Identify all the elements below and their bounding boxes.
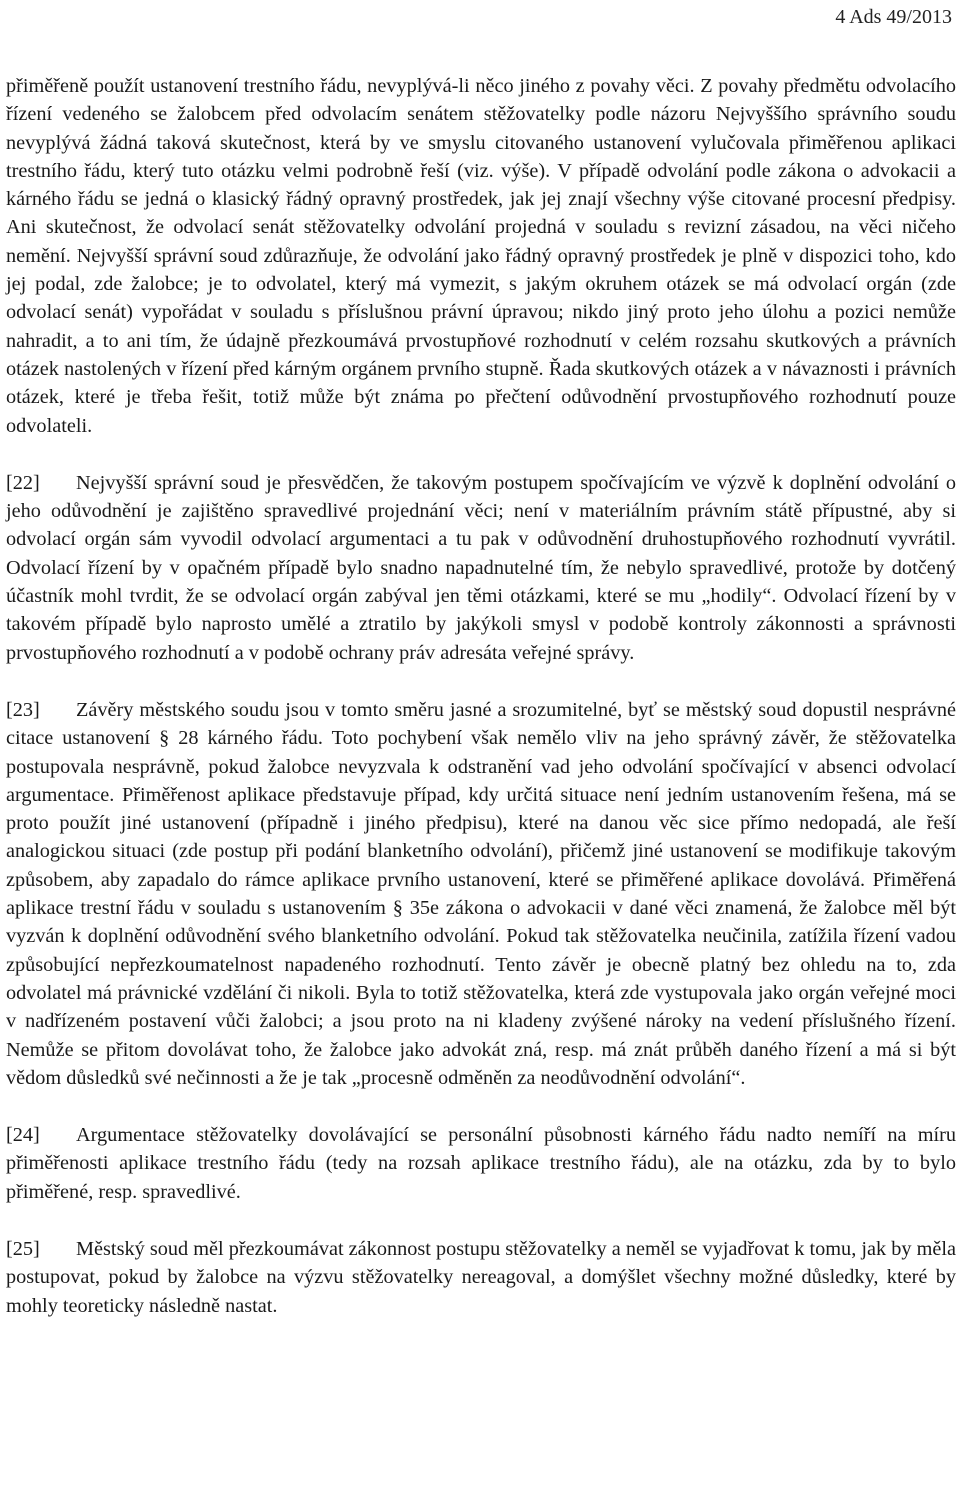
paragraph-number: [25] xyxy=(6,1237,40,1260)
paragraph-text: přiměřeně použít ustanovení trestního řádu, nevyplývá-li něco jiného z povahy věci. Z povahy předmětu odvolacího řízení vedeného se žalobcem před odvolacím senátem stěžovatelky podle názoru Nejvyššího správního soudu nevyplývá žádná taková skutečnost, která by ve smyslu citovaného ustanovení vylučovala přiměřenou aplikaci trestního řádu, který tuto otázku velmi podrobně řeší (viz. výše). V případě odvolání podle zákona o advokacii a kárného řádu se jedná o klasický řádný opravný prostředek, jak jej znají všechny výše citované procesní předpisy. Ani skutečnost, že odvolací senát stěžovatelky odvolání projedná v souladu s revizní zásadou, na věci ničeho nemění. Nejvyšší správní soud zdůrazňuje, že odvolání jako řádný opravný prostředek je plně v dispozici toho, kdo jej podal, zde žalobce; je to odvolatel, který má vymezit, s jakým okruhem otázek se má odvolací orgán (zde odvolací senát) vypořádat v souladu s příslušnou právní úpravou; nikdo jiný proto jeho úlohu a pozici nemůže nahradit, a to ani tím, že údajně přezkoumává prvostupňové rozhodnutí v celém rozsahu skutkových a právních otázek nastolených v řízení před kárným orgánem prvního stupně. Řada skutkových otázek a v návaznosti i právních otázek, které je třeba řešit, totiž může být známa po přečtení odůvodnění prvostupňového rozhodnutí pouze odvolateli. xyxy=(6,75,956,437)
page-header-case-ref: 4 Ads 49/2013 xyxy=(835,6,952,28)
paragraph-text: Závěry městského soudu jsou v tomto směru jasné a srozumitelné, byť se městský soud dopustil nesprávné citace ustanovení § 28 kárného řádu. Toto pochybení však nemělo vliv na jeho správný závěr, že stěžovatelka postupovala nesprávně, pokud žalobce nevyzvala k odstranění vad jeho odvolání spočívající v absenci odvolací argumentace. Přiměřenost aplikace představuje případ, kdy určitá situace není jedním ustanovením řešena, má se proto použít jiné ustanovení (případně i jiného předpisu), které na danou věc sice přímo nedopadá, ale řeší analogickou situaci (zde postup při podání blanketního odvolání), přičemž jiné ustanovení se modifikuje takovým způsobem, aby zapadalo do rámce aplikace prvního ustanovení, které se přiměřené aplikace dovolává. Přiměřená aplikace trestní řádu v souladu s ustanovením § 35e zákona o advokacii v dané věci znamená, že žalobce měl být vyzván k doplnění odůvodnění svého blanketního odvolání. Pokud tak stěžovatelka neučinila, zatížila řízení vadou způsobující nepřezkoumatelnost napadeného rozhodnutí. Tento závěr je obecně platný bez ohledu na to, zda odvolatel má právnické vzdělání či nikoli. Byla to totiž stěžovatelka, která zde vystupovala jako orgán veřejné moci v nadřízeném postavení vůči žalobci; a jsou proto na ni kladeny zvýšené nároky na vedení příslušného řízení. Nemůže se přitom dovolávat toho, že žalobce jako advokát zná, resp. má znát průběh daného řízení a má si být vědom důsledků své nečinnosti a že je tak „procesně odměněn za neodůvodnění odvolání“. xyxy=(6,698,956,1089)
paragraph-text: Argumentace stěžovatelky dovolávající se personální působnosti kárného řádu nadto nemíří na míru přiměřenosti aplikace trestního řádu (tedy na rozsah aplikace trestního řádu), ale na otázku, zda by to bylo přiměřené, resp. spravedlivé. xyxy=(6,1124,956,1203)
paragraph-number: [23] xyxy=(6,698,40,721)
paragraph-number: [24] xyxy=(6,1124,40,1147)
paragraph-23 xyxy=(6,696,956,1092)
paragraph-text: Městský soud měl přezkoumávat zákonnost postupu stěžovatelky a neměl se vyjadřovat k tomu, jak by měla postupovat, pokud by žalobce na výzvu stěžovatelky nereagoval, a domýšlet všechny možné důsledky, které by mohly teoreticky následně nastat. xyxy=(6,1237,956,1317)
paragraph-text: Nejvyšší správní soud je přesvědčen, že takovým postupem spočívajícím ve výzvě k doplnění odvolání o jeho odůvodnění je zajištěno spravedlivé projednání věci; není v materiálním právním státě přípustné, aby si odvolací orgán sám vyvodil odvolací argumentaci a tu pak v odůvodnění druhostupňového rozhodnutí vyvrátil. Odvolací řízení by v opačném případě bylo snadno napadnutelné tím, že nebylo spravedlivé, protože by dotčený účastník mohl tvrdit, že se odvolací orgán zabýval jen těmi otázkami, které se mu „hodily“. Odvolací řízení by v takovém případě bylo naprosto umělé a ztratilo by jakýkoli smysl v podobě kontroly zákonnosti a správnosti prvostupňového rozhodnutí a v podobě ochrany práv adresáta veřejné správy. xyxy=(6,471,956,664)
document-body xyxy=(6,72,956,1320)
paragraph-24 xyxy=(6,1121,956,1206)
paragraph-number: [22] xyxy=(6,471,40,494)
paragraph-22 xyxy=(6,469,956,667)
paragraph-continuation xyxy=(6,72,956,440)
paragraph-25 xyxy=(6,1235,956,1320)
